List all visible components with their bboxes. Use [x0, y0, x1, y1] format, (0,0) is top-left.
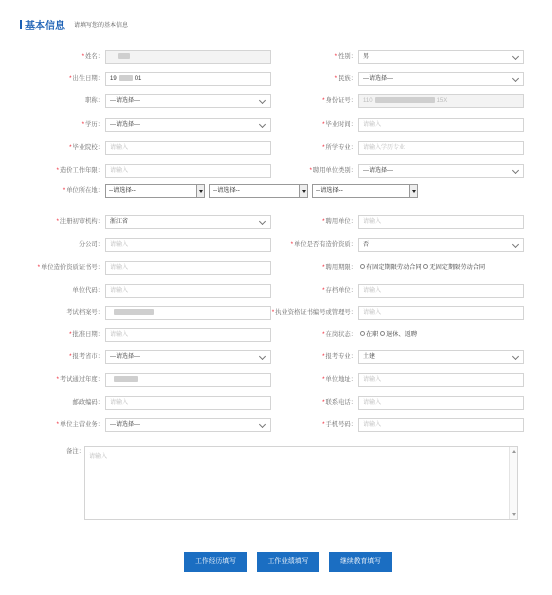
work-performance-button[interactable]: 工作业绩填写	[257, 552, 319, 572]
gender-label: *性别：	[334, 53, 357, 60]
form-row	[0, 50, 552, 64]
location-label: *单位所在地：	[62, 187, 104, 194]
scroll-up-icon[interactable]	[512, 450, 516, 453]
form-row	[0, 164, 552, 178]
exam-id-label: 考试档案号：	[66, 309, 104, 316]
radio-icon	[360, 331, 365, 336]
major-input[interactable]: 请输入学历专业	[358, 141, 524, 155]
idcard-input[interactable]: 110 15X	[358, 94, 524, 108]
status-label: *在岗状态：	[322, 331, 357, 338]
term-fixed-option[interactable]: 有固定期限劳动合同	[360, 264, 422, 271]
form-row	[0, 215, 552, 229]
unit-business-label: *单位主营业务：	[56, 421, 104, 428]
form-row	[0, 284, 552, 298]
phone-label: *联系电话：	[322, 399, 357, 406]
form-row	[0, 118, 552, 132]
form-row	[0, 184, 552, 198]
postcode-label: 邮政编码：	[72, 399, 104, 406]
unit-business-select[interactable]: ---请选择---	[105, 418, 271, 432]
chevron-down-icon	[259, 97, 266, 104]
cert-no-label: *单位造价资质证书号：	[37, 264, 104, 271]
branch-label: 分公司：	[78, 241, 104, 248]
form-row	[0, 373, 552, 387]
radio-icon	[380, 331, 385, 336]
nation-label: *民族：	[334, 75, 357, 82]
chevron-down-icon	[512, 241, 519, 248]
chevron-down-icon	[259, 121, 266, 128]
textarea-scrollbar[interactable]	[509, 447, 517, 519]
exam-year-redacted	[114, 376, 138, 382]
scroll-down-icon[interactable]	[512, 513, 516, 516]
exam-id-input[interactable]	[105, 306, 271, 320]
province-select[interactable]: --请选择--	[105, 184, 205, 198]
reg-org-select[interactable]: 浙江省	[105, 215, 271, 229]
cert-num-input[interactable]: 请输入	[358, 306, 524, 320]
phone-input[interactable]: 请输入	[358, 396, 524, 410]
chevron-down-icon	[259, 353, 266, 360]
unit-address-label: *单位地址：	[322, 376, 357, 383]
section-subtitle: 请填写您的基本信息	[74, 22, 129, 29]
has-qual-label: *单位是否有造价资质：	[290, 241, 357, 248]
mobile-input[interactable]: 请输入	[358, 418, 524, 432]
chevron-down-icon	[512, 167, 519, 174]
form-row	[0, 72, 552, 86]
name-redacted	[118, 53, 130, 59]
continuing-education-button[interactable]: 继续教育填写	[329, 552, 392, 572]
idcard-label: *身份证号：	[322, 97, 357, 104]
graduate-time-input[interactable]: 请输入	[358, 118, 524, 132]
archive-unit-label: *存档单位：	[322, 287, 357, 294]
exam-year-input[interactable]	[105, 373, 271, 387]
cost-years-input[interactable]: 请输入	[105, 164, 271, 178]
nation-select[interactable]: ---请选择---	[358, 72, 524, 86]
form-row	[0, 306, 552, 320]
employ-unit-input[interactable]: 请输入	[358, 215, 524, 229]
birth-redacted	[119, 75, 133, 81]
exam-major-label: *报考专业：	[322, 353, 357, 360]
district-select[interactable]: --请选择--	[312, 184, 418, 198]
dropdown-arrow-icon	[299, 185, 307, 197]
name-input[interactable]	[105, 50, 271, 64]
birth-input[interactable]: 19 01	[105, 72, 271, 86]
unit-code-label: 单位代码：	[72, 287, 104, 294]
school-label: *毕业院校：	[69, 144, 104, 151]
work-experience-button[interactable]: 工作经历填写	[184, 552, 247, 572]
archive-unit-input[interactable]: 请输入	[358, 284, 524, 298]
education-label: *学历：	[81, 121, 104, 128]
exam-major-select[interactable]: 土建	[358, 350, 524, 364]
form-row	[0, 238, 552, 252]
form-row	[0, 141, 552, 155]
section-bar	[20, 20, 22, 29]
exam-id-redacted	[114, 309, 154, 315]
unit-code-input[interactable]: 请输入	[105, 284, 271, 298]
chevron-down-icon	[512, 75, 519, 82]
section-header	[20, 18, 128, 30]
form-row	[0, 350, 552, 364]
gender-select[interactable]: 男	[358, 50, 524, 64]
form-row	[0, 418, 552, 432]
term-open-option[interactable]: 无固定期限劳动合同	[423, 264, 485, 271]
form-row	[0, 94, 552, 108]
exam-year-label: *考试通过年度：	[56, 376, 104, 383]
chevron-down-icon	[259, 421, 266, 428]
chevron-down-icon	[512, 53, 519, 60]
approve-date-label: *批准日期：	[69, 331, 104, 338]
radio-icon	[423, 264, 428, 269]
form-row	[0, 328, 552, 342]
form-row	[0, 396, 552, 410]
employ-term-label: *聘用期限：	[322, 264, 357, 271]
graduate-time-label: *毕业时间：	[322, 121, 357, 128]
employ-type-select[interactable]: ---请选择---	[358, 164, 524, 178]
city-select[interactable]: --请选择--	[209, 184, 308, 198]
dropdown-arrow-icon	[196, 185, 204, 197]
employ-term-radio-group	[360, 261, 485, 275]
chevron-down-icon	[259, 218, 266, 225]
education-select[interactable]: ---请选择---	[105, 118, 271, 132]
title-label: 职称：	[85, 97, 104, 104]
birth-label: *出生日期：	[69, 75, 104, 82]
mobile-label: *手机号码：	[322, 421, 357, 428]
exam-city-label: *报考省市：	[69, 353, 104, 360]
reg-org-label: *注册初审机构：	[56, 218, 104, 225]
cert-num-label: *执业资格证书编号或管理号：	[271, 309, 357, 316]
exam-city-select[interactable]: ---请选择---	[105, 350, 271, 364]
status-on-option[interactable]: 在职	[360, 331, 378, 338]
name-label: *姓名：	[81, 53, 104, 60]
cert-no-input[interactable]: 请输入	[105, 261, 271, 275]
remark-label: 备注：	[66, 448, 85, 455]
major-label: *所学专业：	[322, 144, 357, 151]
status-off-option[interactable]: 退休、返聘	[380, 331, 417, 338]
status-radio-group	[360, 328, 417, 342]
radio-icon	[360, 264, 365, 269]
form-row	[0, 261, 552, 275]
employ-unit-label: *聘用单位：	[322, 218, 357, 225]
approve-date-input[interactable]: 请输入	[105, 328, 271, 342]
remark-textarea[interactable]: 请输入	[84, 446, 518, 520]
section-title: 基本信息	[25, 20, 65, 32]
cost-years-label: *造价工作年限：	[56, 167, 104, 174]
school-input[interactable]: 请输入	[105, 141, 271, 155]
idcard-redacted	[375, 97, 435, 103]
has-qual-select[interactable]: 否	[358, 238, 524, 252]
postcode-input[interactable]: 请输入	[105, 396, 271, 410]
branch-input[interactable]: 请输入	[105, 238, 271, 252]
chevron-down-icon	[512, 353, 519, 360]
title-select[interactable]: ---请选择---	[105, 94, 271, 108]
employ-type-label: *聘用单位类别：	[309, 167, 357, 174]
unit-address-input[interactable]: 请输入	[358, 373, 524, 387]
dropdown-arrow-icon	[409, 185, 417, 197]
